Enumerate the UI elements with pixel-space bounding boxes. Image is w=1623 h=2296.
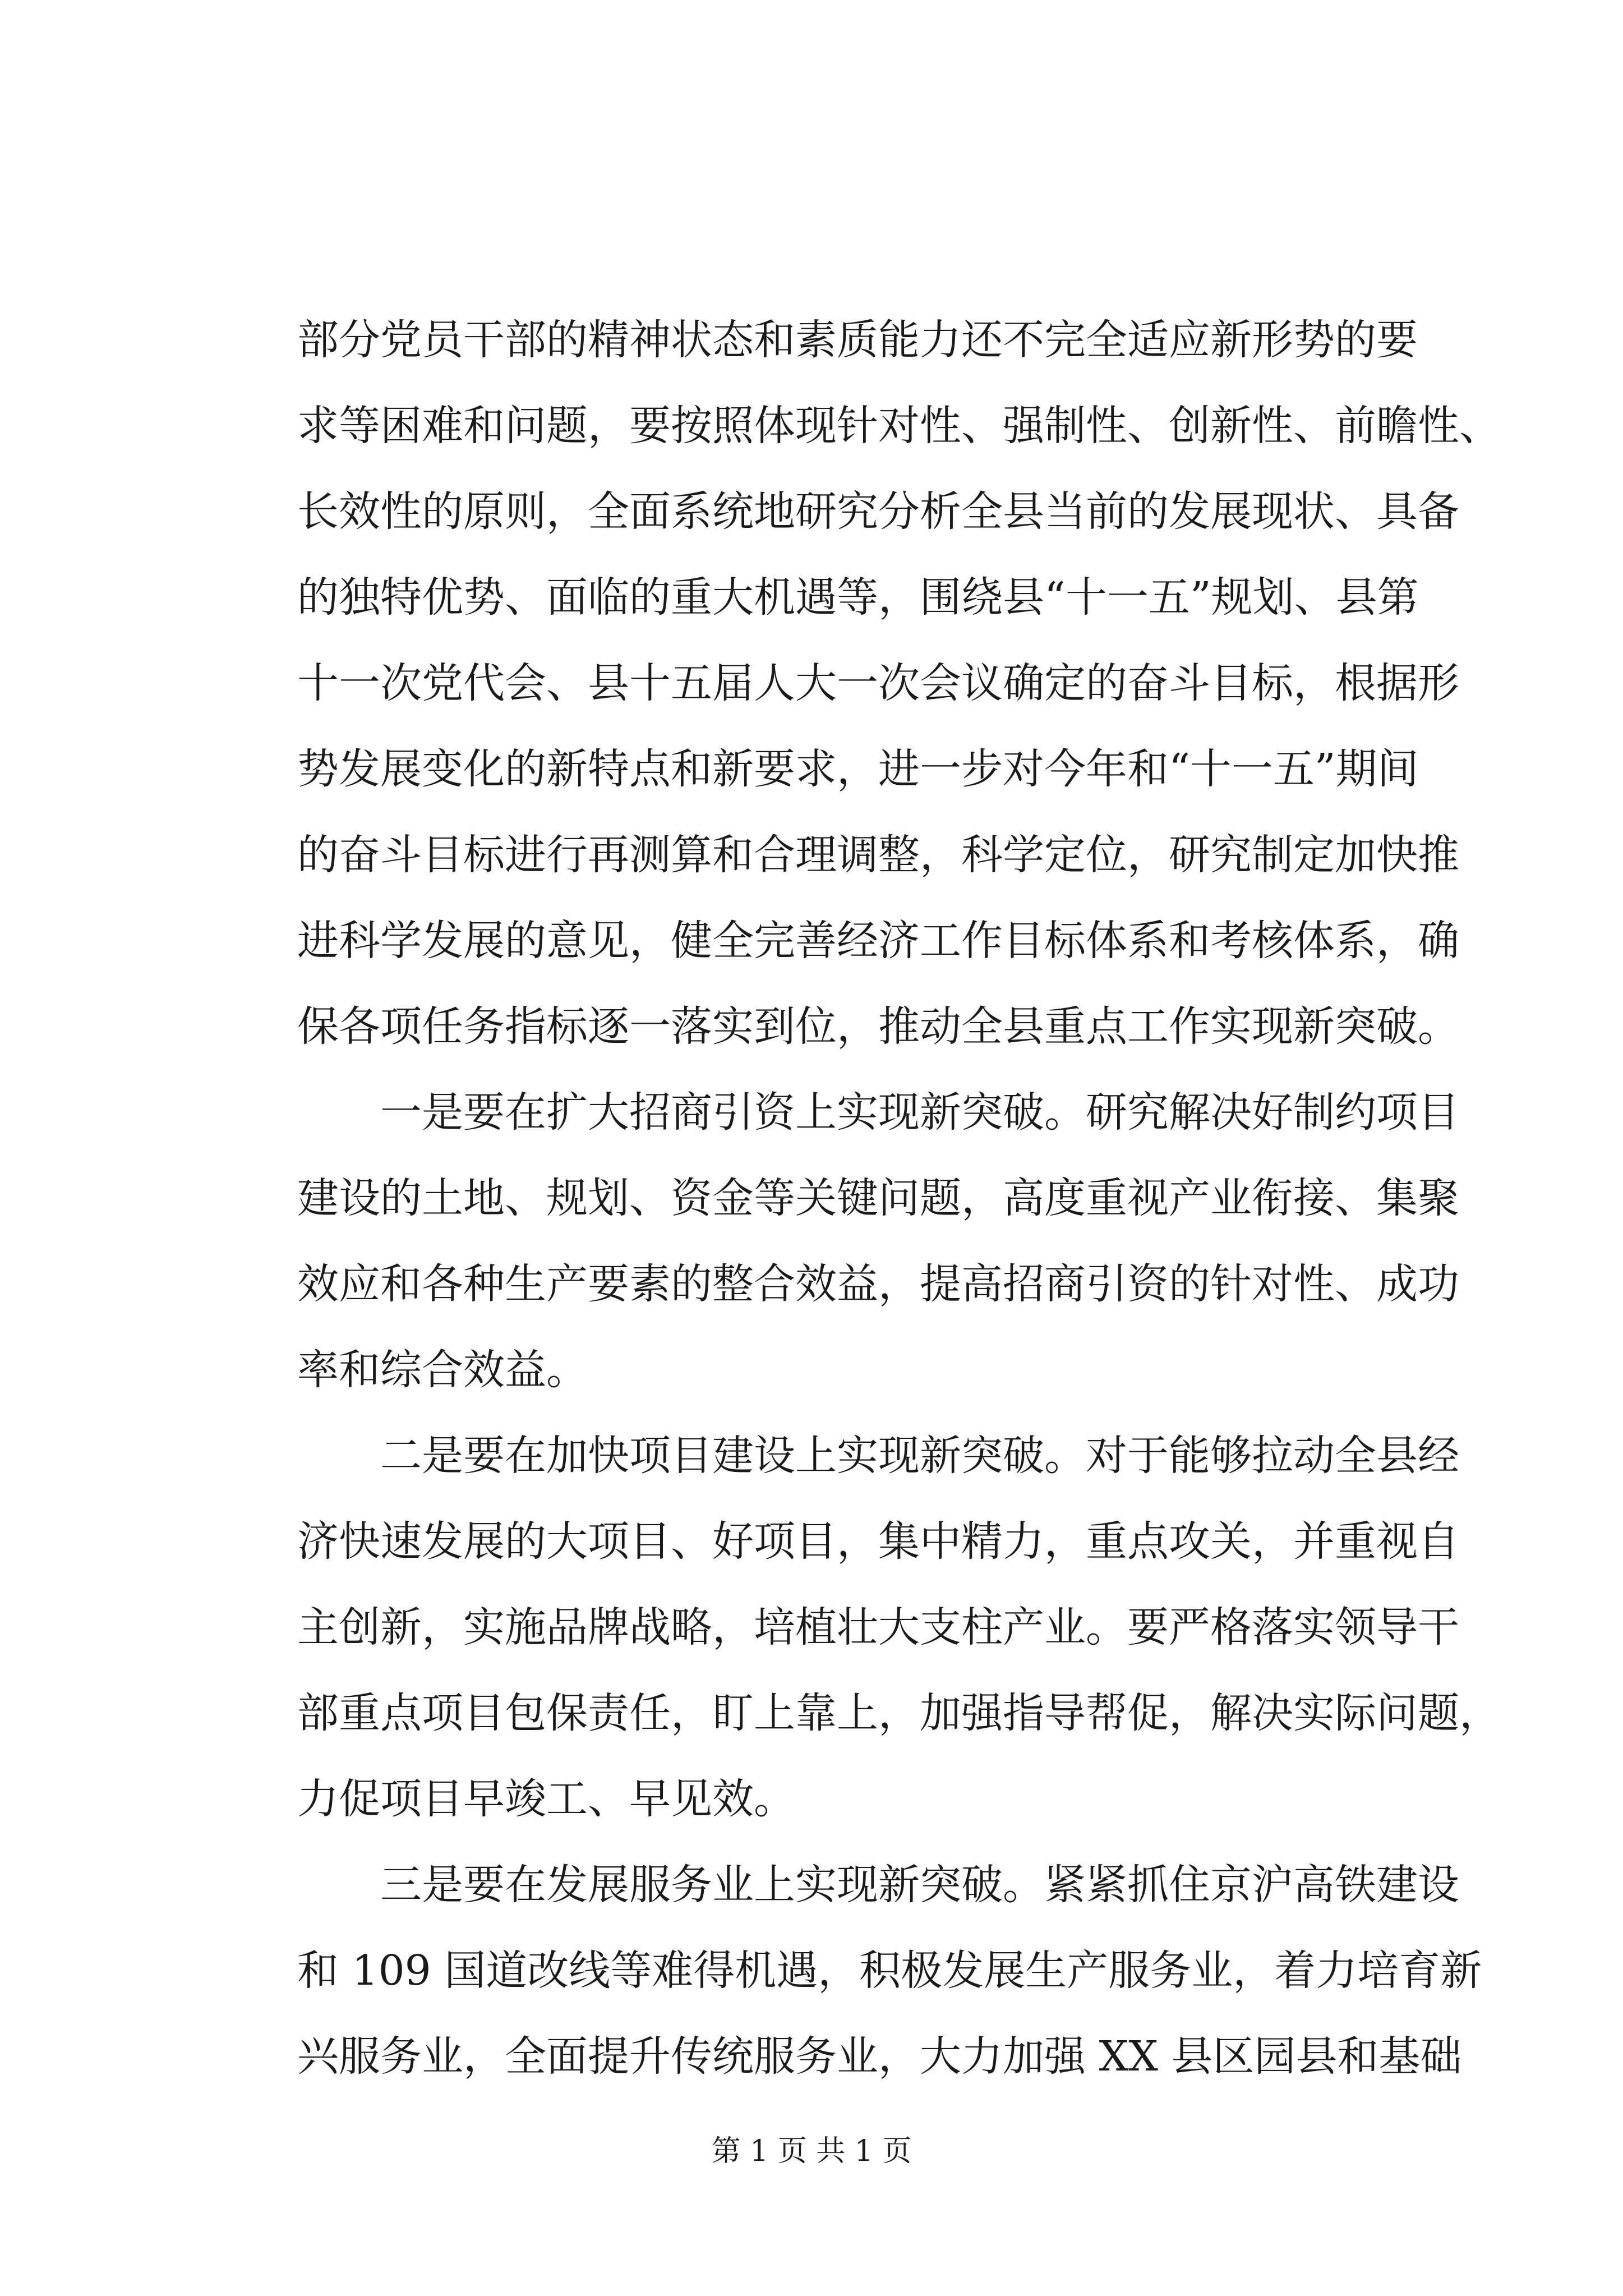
paragraph-investment [297, 1070, 1459, 1413]
text-line: 和 109 国道改线等难得机遇，积极发展生产服务业，着力培育新 [297, 1947, 1482, 1995]
text-line: 部分党员干部的精神状态和素质能力还不完全适应新形势的要 [297, 316, 1418, 364]
text-line: 建设的土地、规划、资金等关键问题，高度重视产业衔接、集聚 [297, 1174, 1459, 1222]
text-line: 部重点项目包保责任，盯上靠上，加强指导帮促，解决实际问题， [297, 1689, 1501, 1737]
text-line: 保各项任务指标逐一落实到位，推动全县重点工作实现新突破。 [297, 1002, 1459, 1051]
paragraph-services [297, 1842, 1482, 2100]
text-line: 率和综合效益。 [297, 1346, 588, 1394]
text-line: 求等困难和问题，要按照体现针对性、强制性、创新性、前瞻性、 [297, 402, 1501, 450]
text-line: 三是要在发展服务业上实现新突破。紧紧抓住京沪高铁建设 [380, 1861, 1459, 1909]
paragraph-intro [297, 297, 1501, 1070]
text-line: 势发展变化的新特点和新要求，进一步对今年和“十一五”期间 [297, 745, 1419, 793]
text-line: 济快速发展的大项目、好项目，集中精力，重点攻关，并重视自 [297, 1517, 1459, 1566]
text-line: 的独特优势、面临的重大机遇等，围绕县“十一五”规划、县第 [297, 573, 1419, 622]
text-line: 力促项目早竣工、早见效。 [297, 1775, 795, 1823]
document-body [297, 297, 1501, 2100]
text-line: 一是要在扩大招商引资上实现新突破。研究解决好制约项目 [380, 1088, 1459, 1137]
paragraph-projects [297, 1413, 1501, 1842]
text-line: 二是要在加快项目建设上实现新突破。对于能够拉动全县经 [380, 1432, 1459, 1480]
text-line: 长效性的原则，全面系统地研究分析全县当前的发展现状、具备 [297, 487, 1459, 536]
text-line: 进科学发展的意见，健全完善经济工作目标体系和考核体系，确 [297, 917, 1459, 965]
text-line: 的奋斗目标进行再测算和合理调整，科学定位，研究制定加快推 [297, 831, 1459, 879]
page-footer: 第 1 页 共 1 页 [711, 2134, 912, 2168]
text-line: 主创新，实施品牌战略，培植壮大支柱产业。要严格落实领导干 [297, 1603, 1459, 1651]
text-line: 兴服务业，全面提升传统服务业，大力加强 XX 县区园县和基础 [297, 2032, 1462, 2081]
text-line: 十一次党代会、县十五届人大一次会议确定的奋斗目标，根据形 [297, 659, 1459, 707]
text-line: 效应和各种生产要素的整合效益，提高招商引资的针对性、成功 [297, 1260, 1459, 1308]
